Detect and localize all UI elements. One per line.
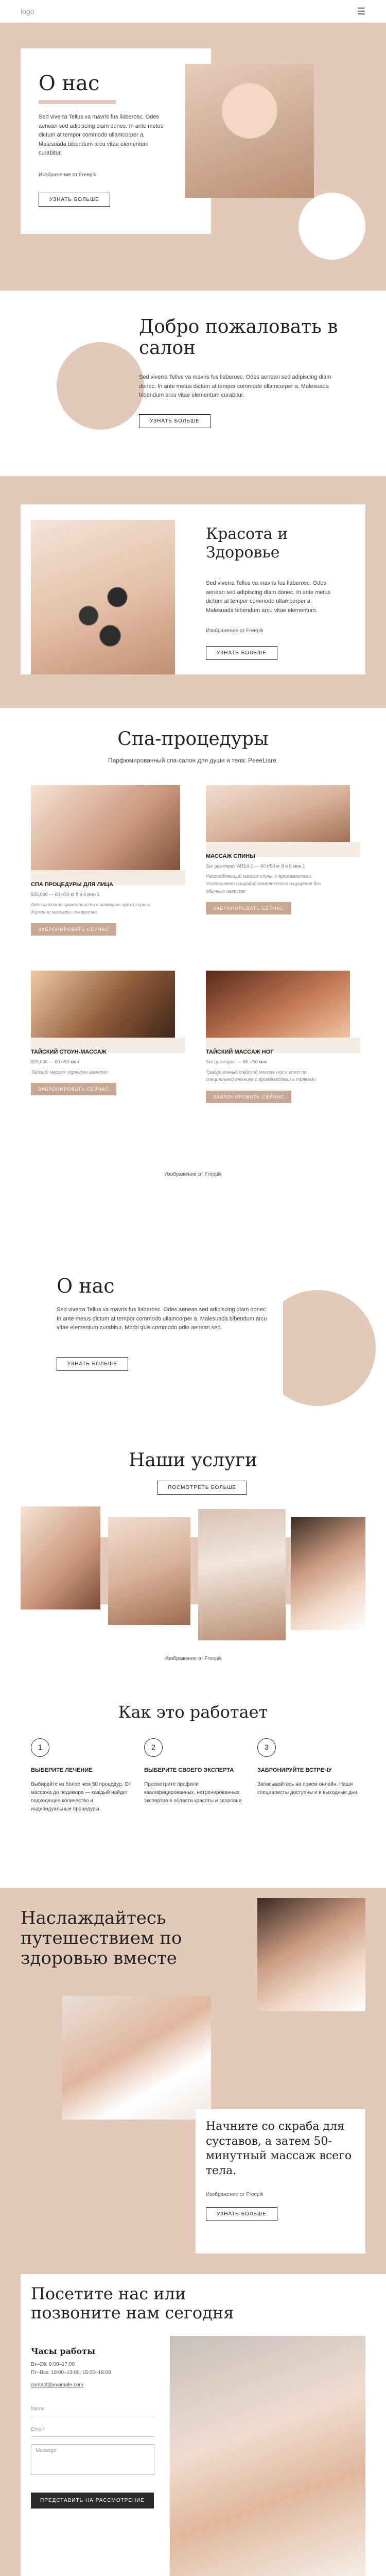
how-title: Как это работает bbox=[118, 1702, 268, 1722]
service-photo bbox=[198, 1509, 286, 1640]
book-now-button[interactable]: ЗАБРОНИРОВАТЬ СЕЙЧАС bbox=[206, 1091, 291, 1103]
step-title: ВЫБЕРИТЕ СВОЕГО ЭКСПЕРТА bbox=[144, 1767, 234, 1773]
spa-title: Спа-процедуры bbox=[117, 728, 269, 750]
name-field[interactable]: Name bbox=[31, 2403, 154, 2416]
journey-title: Наслаждайтесь путешествием по здоровью вместе bbox=[21, 1908, 182, 1969]
services-section bbox=[0, 1439, 386, 1692]
spa-item-meta: $45,000 — 60 г/50 кг 8 и 6 мин 1 bbox=[31, 892, 100, 897]
submit-button[interactable]: ПРЕДСТАВИТЬ НА РАССМОТРЕНИЕ bbox=[31, 2493, 154, 2509]
about-learn-more-button[interactable]: УЗНАТЬ БОЛЬШЕ bbox=[39, 193, 110, 207]
spa-credit: Изображение от Freepik bbox=[164, 1172, 222, 1177]
about-credit: Изображение от Freepik bbox=[39, 172, 96, 178]
about-card bbox=[21, 48, 211, 234]
services-see-more-button[interactable]: ПОСМОТРЕТЬ БОЛЬШЕ bbox=[157, 1481, 247, 1495]
message-field[interactable]: Message bbox=[31, 2444, 154, 2475]
decor-circle bbox=[57, 342, 144, 430]
about-title: О нас bbox=[39, 72, 100, 95]
accent-bar bbox=[39, 100, 116, 104]
beauty-text: Sed viverra Tellus va mavris fus liaberosc. Odes aenean sed adipiscing diam donec. In ante metus dictum at tempor commodo ullamcorper a. Malesuada bibendum arcu vitae elementum. bbox=[206, 580, 331, 614]
welcome-learn-more-button[interactable]: УЗНАТЬ БОЛЬШЕ bbox=[139, 414, 210, 428]
step-card bbox=[31, 1738, 134, 1814]
spa-item-title: ТАЙСКИЙ МАССАЖ НОГ bbox=[206, 1049, 274, 1055]
couple-massage-photo bbox=[257, 1898, 365, 2011]
beauty-learn-more-button[interactable]: УЗНАТЬ БОЛЬШЕ bbox=[206, 646, 277, 660]
book-now-button[interactable]: ЗАБРОНИРОВАТЬ СЕЙЧАС bbox=[31, 923, 116, 936]
about2-text: Sed viverra Tellus va mavris fus liaberosc. Odes aenean sed adipiscing diam donec. In ante metus dictum at tempor commodo ullamcorper a. Malesuada bibendum arcu vitae elementum curabitur. Morbi quis commodo odio aenean sed. bbox=[57, 1307, 268, 1331]
spa-item-title: ТАЙСКИЙ СТОУН-МАССАЖ bbox=[31, 1049, 107, 1055]
step-title: ВЫБЕРИТЕ ЛЕЧЕНИЕ bbox=[31, 1767, 93, 1773]
spa-item-meta: Sur pas-impair — 60 г/50 мин bbox=[206, 1059, 268, 1064]
hand-massage-photo bbox=[170, 2336, 365, 2576]
hours-title: Часы работы bbox=[31, 2346, 96, 2356]
welcome-title: Добро пожаловать в салон bbox=[139, 316, 338, 359]
step-text: Записывайтесь на прием онлайн. Наши специалисты доступны и в выходные дни. bbox=[257, 1782, 359, 1795]
spa-section bbox=[0, 708, 386, 1244]
journey-section bbox=[0, 1888, 386, 2274]
woman-cucumber-photo bbox=[185, 64, 314, 198]
hot-stone-photo bbox=[31, 520, 175, 674]
about-section bbox=[0, 23, 386, 291]
spa-item-meta: $20,000 — 60 г/50 мин bbox=[31, 1059, 79, 1064]
spa-card bbox=[206, 971, 360, 1141]
about2-learn-more-button[interactable]: УЗНАТЬ БОЛЬШЕ bbox=[57, 1357, 128, 1371]
step-text: Просмотрите профили квалифицированных, натренированных экспертов в области красоты и здоровья. bbox=[144, 1782, 243, 1804]
how-section bbox=[0, 1692, 386, 1888]
beauty-section bbox=[0, 476, 386, 708]
header bbox=[0, 0, 386, 23]
spa-card bbox=[31, 785, 185, 955]
back-massage-photo bbox=[206, 785, 350, 847]
logo[interactable]: logo bbox=[21, 7, 34, 15]
services-title: Наши услуги bbox=[128, 1450, 257, 1471]
services-credit: Изображение от Freepik bbox=[164, 1656, 222, 1662]
decor-circle bbox=[299, 193, 365, 260]
step-text: Выбирайте из более чем 50 процедур. От массажа до педикюра — каждый найдет подходящее количество и индивидуальные процедуры. bbox=[31, 1782, 131, 1812]
scrub-credit: Изображение от Freepik bbox=[206, 2192, 264, 2197]
spa-item-title: МАССАЖ СПИНЫ bbox=[206, 853, 255, 859]
scrub-learn-more-button[interactable]: УЗНАТЬ БОЛЬШЕ bbox=[206, 2207, 277, 2221]
spa-item-text: Тайский массаж горячими камнями bbox=[31, 1070, 108, 1075]
hamburger-icon[interactable]: ☰ bbox=[357, 6, 365, 16]
step-number: 1 bbox=[31, 1738, 49, 1757]
step-number: 3 bbox=[257, 1738, 276, 1757]
visit-section bbox=[0, 2274, 386, 2576]
spa-subtitle: Парфюмированный спа-салон для души и тела: PeeeLiare. bbox=[108, 757, 278, 764]
beauty-title: Красота и Здоровье bbox=[206, 525, 288, 562]
scrub-title: Начните со скраба для суставов, а затем 50-минутный массаж всего тела. bbox=[206, 2120, 352, 2177]
service-photo bbox=[291, 1517, 365, 1630]
face-spa-photo bbox=[31, 785, 180, 875]
welcome-section bbox=[0, 291, 386, 476]
spa-card bbox=[206, 785, 360, 955]
couple-spa-photo bbox=[62, 1996, 211, 2120]
about2-title: О нас bbox=[57, 1275, 115, 1297]
hours-line: Вт–Сб: 9:00–17:00 bbox=[31, 2362, 75, 2367]
book-now-button[interactable]: ЗАБРОНИРОВАТЬ СЕЙЧАС bbox=[31, 1083, 116, 1095]
spa-card bbox=[31, 971, 185, 1141]
spa-item-text: Традиционный тайский массаж ног и стоп по специальной технике с аромамаслами и травами bbox=[206, 1070, 316, 1082]
about2-section bbox=[0, 1244, 386, 1439]
spa-item-text: Апельсиновые ароматности с помощью ореха горечь Хорошие массажи, лекарство bbox=[31, 902, 150, 915]
service-photo bbox=[21, 1506, 100, 1609]
spa-item-meta: Sur pas-impair AREA 1 — 60 г/50 кг 8 и 6 мин 1 bbox=[206, 863, 305, 869]
step-number: 2 bbox=[144, 1738, 163, 1757]
book-now-button[interactable]: ЗАБРОНИРОВАТЬ СЕЙЧАС bbox=[206, 902, 291, 914]
foot-massage-photo bbox=[206, 971, 350, 1043]
step-card bbox=[257, 1738, 360, 1797]
service-photo bbox=[108, 1517, 190, 1625]
visit-title: Посетите нас или позвоните нам сегодня bbox=[31, 2284, 234, 2323]
tan-strip bbox=[0, 2274, 21, 2576]
about-text: Sed viverra Tellus va mavris fus liaberosc. Odes aenean sed adipiscing diam donec. In ante metus dictum at tempor commodo ullamcorper a. Malesuada bibendum arcu vitae elementum curabitur. bbox=[39, 114, 164, 157]
hours-line: Пт–Вск: 10:00–13:00, 15:00–18:00 bbox=[31, 2370, 111, 2376]
email-link[interactable]: contact@example.com bbox=[31, 2382, 83, 2388]
stone-massage-photo bbox=[31, 971, 175, 1043]
contact-form bbox=[31, 2403, 154, 2509]
step-title: ЗАБРОНИРУЙТЕ ВСТРЕЧУ bbox=[257, 1767, 332, 1773]
spa-item-title: СПА ПРОЦЕДУРЫ ДЛЯ ЛИЦА bbox=[31, 882, 113, 888]
beauty-credit: Изображение от Freepik bbox=[206, 628, 264, 634]
email-field[interactable]: Email bbox=[31, 2424, 154, 2437]
welcome-text: Sed viverra Tellus va mavris fus liaberosc. Odes aenean sed adipiscing diam donec. In ante metus dictum at tempor commodo ullamcorper a. Malesuada bibendum arcu vitae elementum curabitur. bbox=[139, 374, 331, 399]
spa-item-text: Расслабляющий массаж спины с аромамаслами. Успокаивает природой комплексного ощущения без обычных нагрузок bbox=[206, 874, 321, 894]
step-card bbox=[144, 1738, 247, 1805]
